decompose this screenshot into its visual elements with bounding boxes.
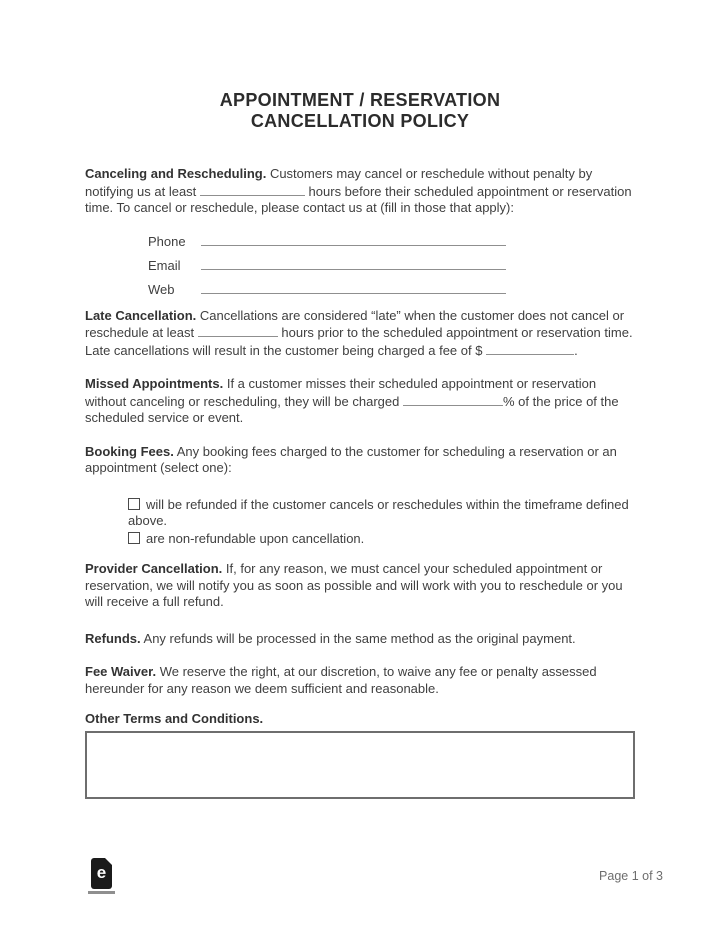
other-terms-heading: Other Terms and Conditions. [85,711,264,726]
late-hours-blank-line[interactable] [198,324,278,337]
provider-heading: Provider Cancellation. [85,561,223,576]
booking-option-nonrefundable-label: are non-refundable upon cancellation. [146,530,365,546]
title-line-2: CANCELLATION POLICY [250,111,470,131]
email-label: Email [148,257,181,273]
page-number: Page 1 of 3 [599,869,663,883]
contact-fields [148,230,635,302]
refunds-heading: Refunds. [85,630,141,646]
document-title [85,90,635,132]
fee-waiver-text: We reserve the right, at our discretion, to waive any fee or penalty assessed hereunder for any reason we deem sufficient and reasonable. [85,664,597,696]
other-terms-entry-box[interactable] [85,731,635,799]
booking-option-refunded[interactable] [128,497,635,530]
canceling-heading: Canceling and Rescheduling. [85,166,267,181]
checkbox-icon[interactable] [128,498,140,510]
phone-label: Phone [148,233,186,249]
late-text-before: Cancellations are considered “late” when the customer does not cancel or reschedule at least [85,307,625,340]
section-missed-appointments [85,376,635,427]
web-row [148,278,635,302]
booking-text: Any booking fees charged to the customer for scheduling a reservation or an appointment (select one): [85,443,617,475]
web-label: Web [148,281,175,297]
missed-heading: Missed Appointments. [85,376,224,391]
refunds-text: Any refunds will be processed in the same method as the original payment. [143,630,576,646]
logo-letter: e [96,863,107,882]
email-blank-line[interactable] [201,255,506,270]
phone-blank-line[interactable] [201,231,506,246]
missed-percent-blank-line[interactable] [403,393,503,406]
notice-hours-blank-line[interactable] [200,183,305,196]
section-other-terms [85,711,635,728]
booking-option-refunded-label: will be refunded if the customer cancels or reschedules within the timeframe defined above. [128,496,629,528]
provider-text: If, for any reason, we must cancel your scheduled appointment or reservation, we will notify you as soon as possible and will work with you to reschedule or you will receive a full refund. [85,561,623,609]
section-fee-waiver [85,664,635,697]
late-terminator: . [574,342,578,358]
section-canceling-rescheduling [85,166,635,217]
email-row [148,254,635,278]
phone-row [148,230,635,254]
checkbox-icon[interactable] [128,532,140,544]
section-provider-cancellation [85,561,635,611]
booking-option-nonrefundable[interactable] [128,531,635,548]
web-blank-line[interactable] [201,279,506,294]
section-late-cancellation [85,308,635,360]
missed-text-after: % of the price of the scheduled service or event. [85,393,619,425]
fee-waiver-heading: Fee Waiver. [85,664,157,679]
section-refunds [85,631,635,648]
canceling-text-before: Customers may cancel or reschedule without penalty by notifying us at least [85,166,593,199]
document-glyph [91,858,112,889]
logo-underline [88,891,115,894]
late-fee-blank-line[interactable] [486,342,574,355]
late-text-after: hours prior to the scheduled appointment or reservation time. Late cancellations will result in the customer being charged a fee of [85,325,633,358]
section-booking-fees [85,444,635,477]
eforms-logo-icon [91,858,115,894]
late-currency-symbol: $ [475,342,483,358]
title-line-1: APPOINTMENT / RESERVATION [219,90,501,110]
booking-heading: Booking Fees. [85,443,174,459]
booking-fee-options [128,497,635,548]
late-heading: Late Cancellation. [85,307,197,323]
missed-text-before: If a customer misses their scheduled appointment or reservation without canceling or rescheduling, they will be charged [85,376,597,409]
canceling-text-after: hours before their scheduled appointment or reservation time. To cancel or reschedule, please contact us at (fill in those that apply): [85,183,632,215]
